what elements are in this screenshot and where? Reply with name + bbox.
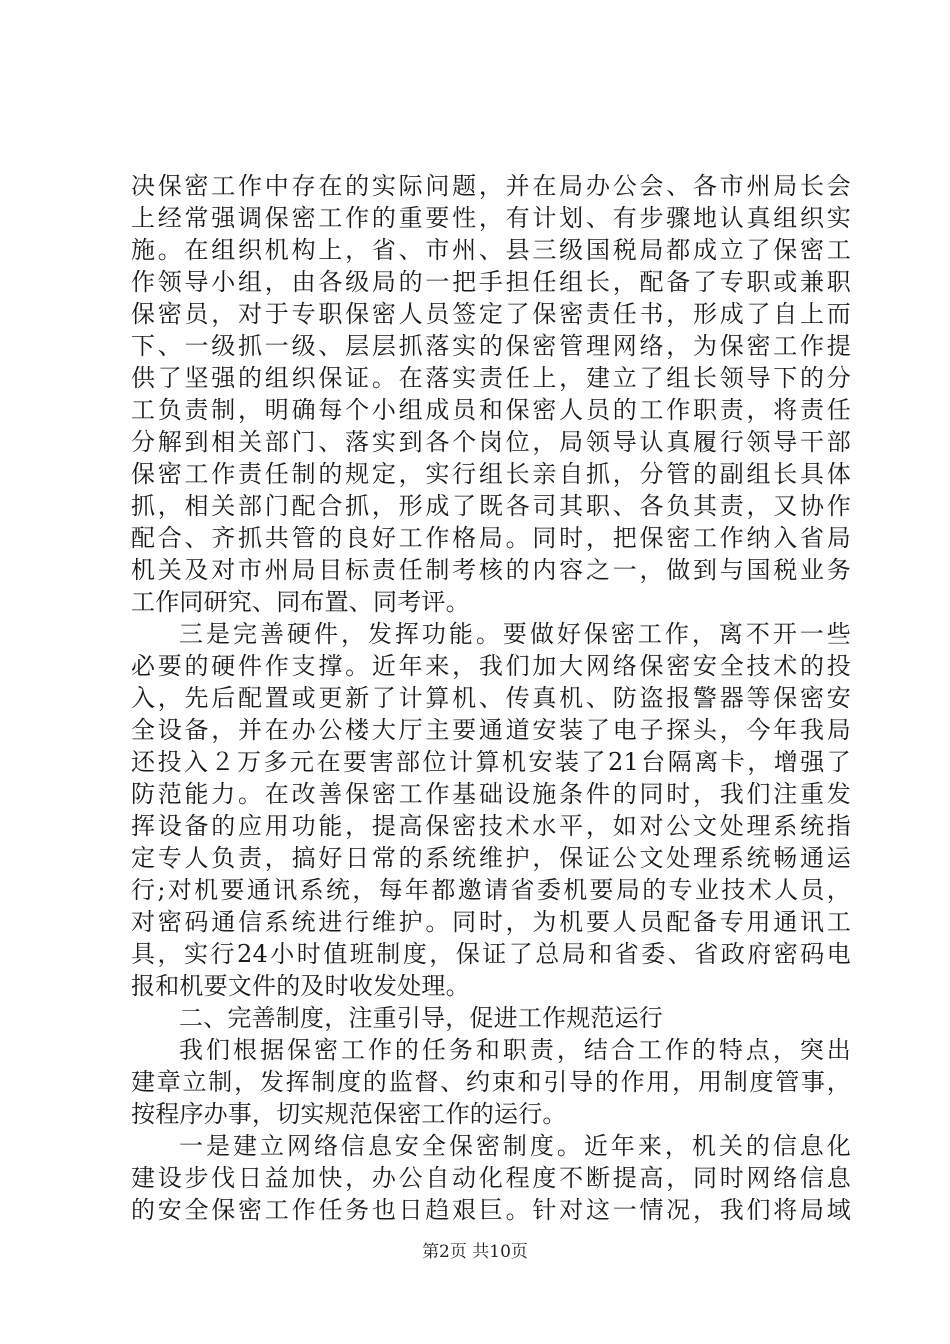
text-line: 还投入２万多元在要害部位计算机安装了21台隔离卡，增强了 (131, 748, 851, 776)
text-line: 建设步伐日益加快，办公自动化程度不断提高，同时网络信息 (131, 1164, 851, 1192)
text-line: 行;对机要通讯系统，每年都邀请省委机要局的专业技术人员， (131, 876, 851, 904)
text-line: 具，实行24小时值班制度，保证了总局和省委、省政府密码电 (131, 940, 851, 968)
text-line: 分解到相关部门、落实到各个岗位，局领导认真履行领导干部 (131, 428, 851, 456)
text-line: 工负责制，明确每个小组成员和保密人员的工作职责，将责任 (131, 396, 851, 424)
page-number-footer: 第2页 共10页 (422, 1242, 528, 1262)
text-line: 全设备，并在办公楼大厅主要通道安装了电子探头，今年我局 (131, 716, 851, 744)
text-line: 保密工作责任制的规定，实行组长亲自抓，分管的副组长具体 (131, 460, 851, 488)
text-line: 防范能力。在改善保密工作基础设施条件的同时，我们注重发 (131, 780, 851, 808)
text-line: 按程序办事，切实规范保密工作的运行。 (131, 1100, 567, 1128)
text-line: 下、一级抓一级、层层抓落实的保密管理网络，为保密工作提 (131, 332, 851, 360)
text-line: 的安全保密工作任务也日趋艰巨。针对这一情况，我们将局域 (131, 1196, 851, 1224)
text-line: 对密码通信系统进行维护。同时，为机要人员配备专用通讯工 (131, 908, 851, 936)
text-line: 作领导小组，由各级局的一把手担任组长，配备了专职或兼职 (131, 268, 851, 296)
text-line: 保密员，对于专职保密人员签定了保密责任书，形成了自上而 (131, 300, 851, 328)
text-line: 工作同研究、同布置、同考评。 (131, 588, 470, 616)
paragraph-start-line: 一是建立网络信息安全保密制度。近年来，机关的信息化 (179, 1132, 851, 1160)
text-line: 供了坚强的组织保证。在落实责任上，建立了组长领导下的分 (131, 364, 851, 392)
text-line: 定专人负责，搞好日常的系统维护，保证公文处理系统畅通运 (131, 844, 851, 872)
text-line: 上经常强调保密工作的重要性，有计划、有步骤地认真组织实 (131, 204, 851, 232)
document-body (131, 170, 851, 1226)
paragraph-start-line: 三是完善硬件，发挥功能。要做好保密工作，离不开一些 (179, 620, 851, 648)
text-line: 决保密工作中存在的实际问题，并在局办公会、各市州局长会 (131, 172, 851, 200)
text-line: 施。在组织机构上，省、市州、县三级国税局都成立了保密工 (131, 236, 851, 264)
text-line: 入，先后配置或更新了计算机、传真机、防盗报警器等保密安 (131, 684, 851, 712)
text-line: 报和机要文件的及时收发处理。 (131, 972, 470, 1000)
text-line: 必要的硬件作支撑。近年来，我们加大网络保密安全技术的投 (131, 652, 851, 680)
text-line: 抓，相关部门配合抓，形成了既各司其职、各负其责，又协作 (131, 492, 851, 520)
paragraph-start-line: 我们根据保密工作的任务和职责，结合工作的特点，突出 (179, 1036, 851, 1064)
text-line: 挥设备的应用功能，提高保密技术水平，如对公文处理系统指 (131, 812, 851, 840)
text-line: 机关及对市州局目标责任制考核的内容之一，做到与国税业务 (131, 556, 851, 584)
text-line: 配合、齐抓共管的良好工作格局。同时，把保密工作纳入省局 (131, 524, 851, 552)
section-heading: 二、完善制度，注重引导，促进工作规范运行 (179, 1004, 663, 1032)
text-line: 建章立制，发挥制度的监督、约束和引导的作用，用制度管事， (131, 1068, 851, 1096)
